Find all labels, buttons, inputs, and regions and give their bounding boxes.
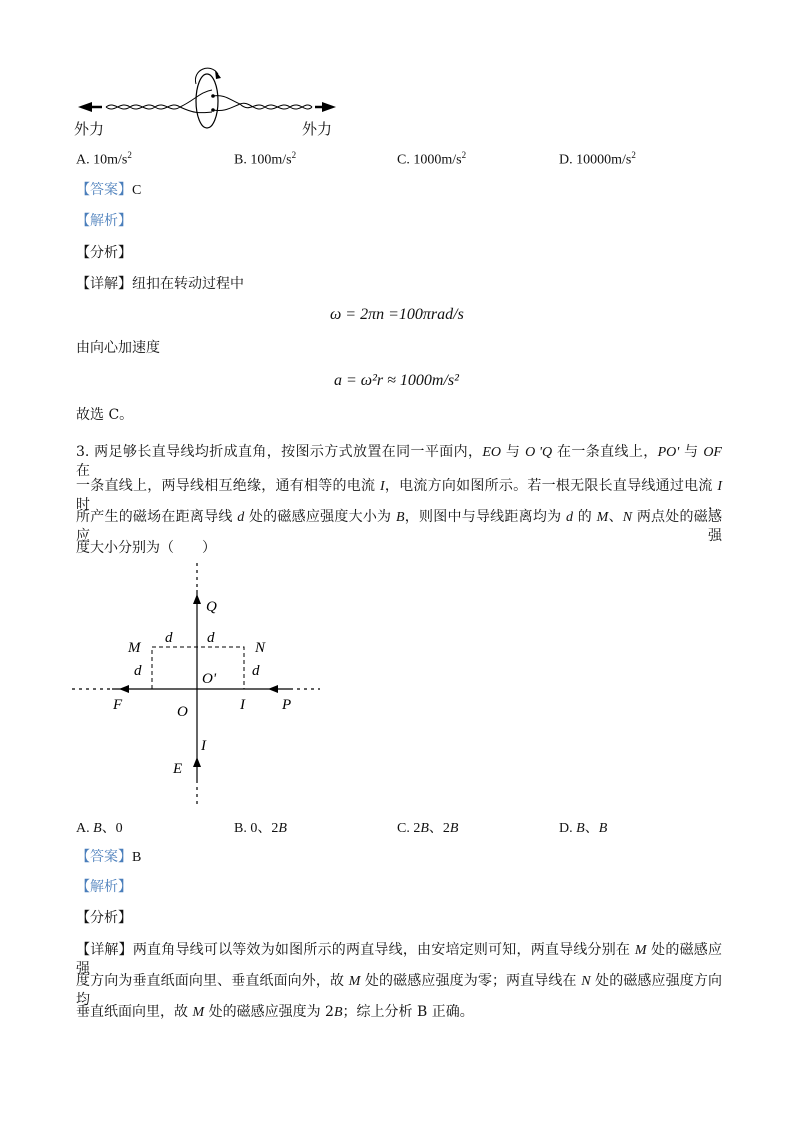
text-segment: 两直角导线可以等效为如图所示的两直导线，由安培定则可知，两直导线分别在 <box>132 942 635 958</box>
text-segment: ，电流方向如图所示。若一根无限长直导线通过电流 <box>384 478 718 494</box>
answer-tag: 【答案】 <box>76 182 132 198</box>
math-symbol: M <box>348 974 361 989</box>
math-symbol: B <box>395 510 405 525</box>
label-p: P <box>282 697 292 713</box>
label-m: M <box>128 640 141 656</box>
math-symbol: O 'Q <box>525 445 553 460</box>
q2-answer <box>76 181 141 200</box>
q2-fenxi-tag: 【分析】 <box>76 245 132 261</box>
label-i: I <box>201 738 206 754</box>
q3-detail-line <box>76 1003 474 1022</box>
arrow-up-e-icon <box>193 757 201 767</box>
text-segment: 两点处的磁感应强 <box>76 509 722 544</box>
q3-fenxi-tag: 【分析】 <box>76 910 132 926</box>
text-segment: 垂直纸面向里，故 <box>76 1004 193 1020</box>
text-segment: ，则图中与导线距离均为 <box>404 509 567 525</box>
math-symbol: d <box>237 510 245 525</box>
math-symbol: B <box>278 821 287 836</box>
text-segment: A. <box>76 821 94 836</box>
math-symbol: B <box>333 1005 343 1020</box>
q3-answer: 【答案】B <box>76 849 142 865</box>
text-segment: C. 2 <box>397 821 421 836</box>
text-segment: 在 <box>76 463 90 479</box>
math-symbol: N <box>622 510 633 525</box>
label-d: d <box>165 630 173 646</box>
text-segment: 处的磁感应强度大小为 <box>244 509 396 525</box>
label-d: d <box>252 663 260 679</box>
text-segment: B. 0、2 <box>234 821 279 836</box>
math-symbol: M <box>596 510 609 525</box>
q3-option-a <box>76 817 123 837</box>
text-segment: 处的磁感应强 <box>76 942 723 977</box>
q3-stem-line <box>76 539 216 557</box>
math-symbol: B <box>449 821 459 836</box>
q2-text-centripetal: 由向心加速度 <box>76 340 160 356</box>
answer-value: C <box>132 183 142 198</box>
math-symbol: M <box>634 943 647 958</box>
text-segment: 、0 <box>101 821 123 836</box>
label-o: O <box>177 704 188 720</box>
label-f: F <box>113 697 123 713</box>
math-symbol: I <box>379 479 385 494</box>
q2-option-c: C. $1000m/s^2$ <box>397 150 467 168</box>
math-symbol: EO <box>482 445 502 460</box>
text-segment: 的 <box>573 509 597 525</box>
math-symbol: PO' <box>657 445 680 460</box>
text-segment: 所产生的磁场在距离导线 <box>76 509 238 525</box>
text-segment: 【详解】 <box>76 942 133 958</box>
arrow-up-q-icon <box>193 594 201 604</box>
math-symbol: d <box>566 510 574 525</box>
label-i: I <box>240 697 245 713</box>
math-symbol: M <box>192 1005 205 1020</box>
external-force-right-label: 外力 <box>302 120 333 138</box>
q2-option-d: D. $10000m/s^2$ <box>559 150 636 168</box>
text-segment: 处的磁感应强度为 2 <box>204 1004 334 1020</box>
text-segment: 在一条直线上， <box>552 444 658 460</box>
external-force-left-label: 外力 <box>74 120 105 138</box>
math-symbol: OF <box>703 445 722 460</box>
text-segment: 3. 两足够长直导线均折成直角，按图示方式放置在同一平面内， <box>76 444 483 460</box>
math-symbol: B <box>598 821 608 836</box>
math-symbol: B <box>93 821 102 836</box>
text-segment: 、2 <box>428 821 450 836</box>
q3-option-c <box>397 817 458 837</box>
arrow-left-f-icon <box>119 685 129 693</box>
q2-formula-acceleration: a = ω²r ≈ 1000m/s² <box>334 372 459 389</box>
text-segment: 时， <box>76 497 722 513</box>
text-segment: 度大小分别为（ ） <box>76 540 216 556</box>
math-symbol: B <box>576 821 585 836</box>
q2-option-b: B. $100m/s^2$ <box>234 150 297 168</box>
q3-option-d <box>559 817 607 837</box>
q2-formula-omega: ω = 2πn =100πrad/s <box>330 306 464 323</box>
label-o-prime: O' <box>202 671 217 687</box>
text-segment: D. <box>559 821 577 836</box>
label-d: d <box>207 630 215 646</box>
q3-option-b <box>234 817 287 837</box>
text-segment: 、 <box>584 821 599 836</box>
text-segment: 、 <box>608 509 623 525</box>
label-e: E <box>173 761 183 777</box>
q2-detail: 【详解】纽扣在转动过程中 <box>76 276 244 292</box>
text-segment: 与 <box>501 444 526 460</box>
label-n: N <box>255 640 266 656</box>
label-q: Q <box>206 599 217 615</box>
arrow-left-p-icon <box>268 685 278 693</box>
q3-analysis-tag: 【解析】 <box>76 879 132 895</box>
math-symbol: B <box>420 821 429 836</box>
text-segment: 处的磁感应强度方向均 <box>76 973 722 1008</box>
q2-conclusion: 故选 C。 <box>76 407 134 423</box>
label-d: d <box>134 663 142 679</box>
q2-option-a: A. $10m/s^2$ <box>76 150 132 168</box>
text-segment: 一条直线上，两导线相互绝缘，通有相等的电流 <box>76 478 380 494</box>
text-segment: ；综上分析 B 正确。 <box>342 1004 474 1020</box>
math-symbol: N <box>581 974 591 989</box>
math-symbol: I <box>717 479 722 494</box>
text-segment: 度方向为垂直纸面向里、垂直纸面向外，故 <box>76 973 349 989</box>
button-rotation-figure <box>70 60 350 140</box>
q3-stem-line <box>76 443 722 480</box>
text-segment: 与 <box>679 444 704 460</box>
text-segment: 处的磁感应强度为零；两直导线在 <box>360 973 582 989</box>
q2-analysis-tag: 【解析】 <box>76 213 132 229</box>
